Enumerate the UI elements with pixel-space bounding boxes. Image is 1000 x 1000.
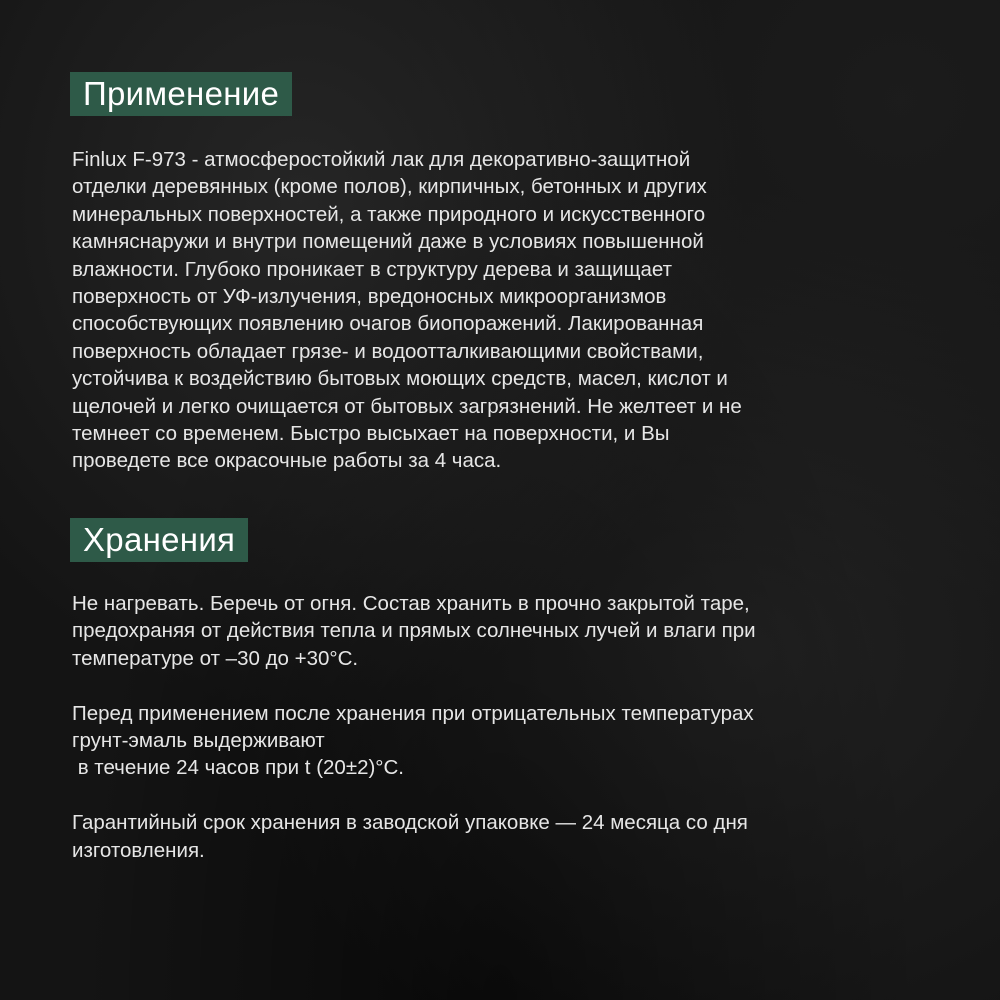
text-line: поверхность обладает грязе- и водоотталкивающими свойствами,: [72, 339, 704, 363]
text-line: предохраняя от действия тепла и прямых солнечных лучей и влаги при: [72, 619, 756, 643]
text-line: камняснаружи и внутри помещений даже в условиях повышенной: [72, 230, 704, 254]
paragraph-gap: [72, 782, 952, 809]
text-line: поверхность от УФ-излучения, вредоносных микроорганизмов: [72, 285, 667, 309]
text-line: Finlux F-973 - атмосферостойкий лак для декоративно-защитной: [72, 148, 691, 171]
section-heading-application: Применение: [70, 72, 292, 116]
text-line: Гарантийный срок хранения в заводской упаковке — 24 месяца со дня: [72, 811, 748, 835]
storage-text: [72, 590, 952, 864]
text-line: устойчива к воздействию бытовых моющих средств, масел, кислот и: [72, 367, 728, 391]
text-line: темнеет со временем. Быстро высыхает на поверхности, и Вы: [72, 422, 670, 446]
text-line: Не нагревать. Беречь от огня. Состав хранить в прочно закрытой таре,: [72, 592, 750, 615]
section-heading-storage: Хранения: [70, 518, 248, 562]
application-text: [72, 146, 952, 475]
text-line: щелочей и легко очищается от бытовых загрязнений. Не желтеет и не: [72, 394, 742, 418]
text-line: способствующих появлению очагов биопоражений. Лакированная: [72, 312, 704, 336]
text-line: грунт-эмаль выдерживают: [72, 729, 325, 753]
text-line: изготовления.: [72, 838, 205, 862]
text-line: в течение 24 часов при t (20±2)°С.: [72, 756, 405, 780]
text-line: отделки деревянных (кроме полов), кирпичных, бетонных и других: [72, 175, 707, 199]
paragraph-gap: [72, 672, 952, 699]
text-line: минеральных поверхностей, а также природного и искусственного: [72, 202, 706, 226]
text-line: проведете все окрасочные работы за 4 часа.: [72, 449, 502, 473]
text-line: температуре от –30 до +30°С.: [72, 646, 359, 670]
text-line: влажности. Глубоко проникает в структуру дерева и защищает: [72, 257, 672, 281]
text-line: Перед применением после хранения при отрицательных температурах: [72, 701, 754, 725]
